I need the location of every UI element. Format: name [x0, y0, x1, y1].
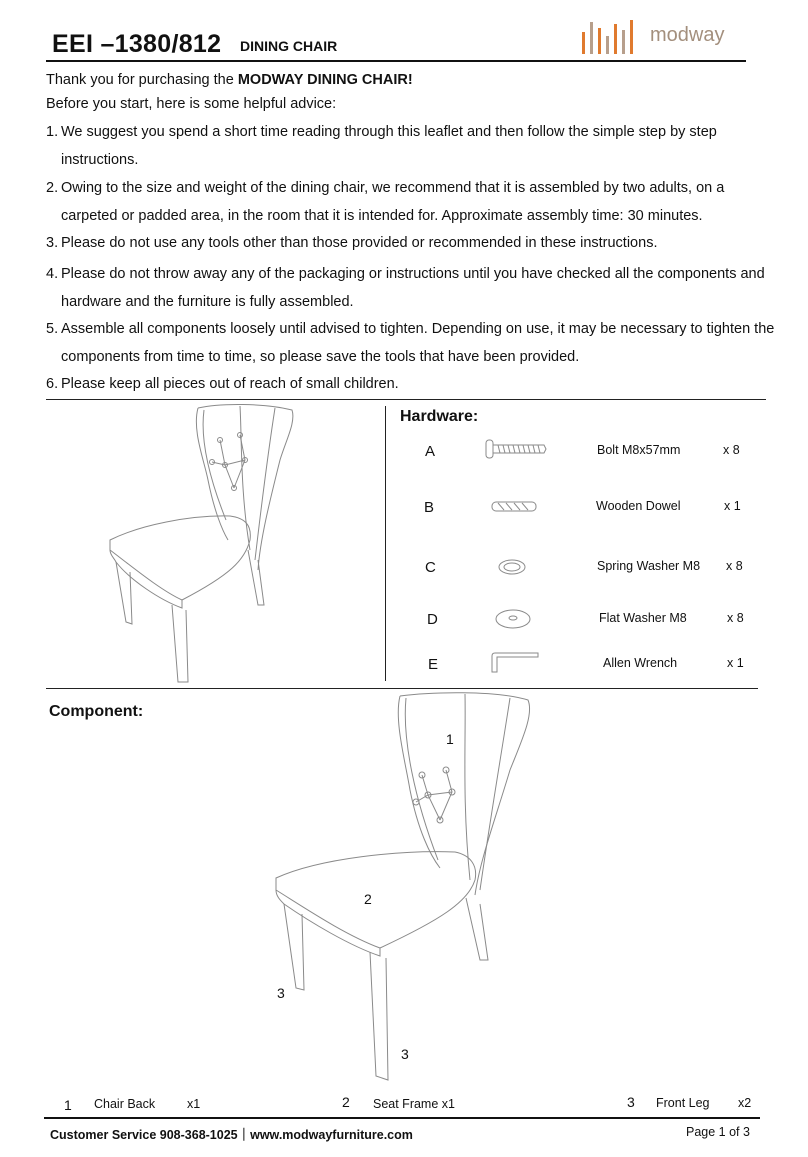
hardware-qty: x 8 [723, 443, 740, 457]
title-divider [46, 60, 746, 62]
legend-qty: x1 [187, 1097, 201, 1111]
spring-washer-icon [496, 557, 528, 577]
section-divider [46, 688, 758, 689]
item-number: 1. [46, 124, 59, 140]
brand-name: modway [650, 24, 725, 46]
legend-number: 2 [342, 1094, 350, 1110]
product-name: DINING CHAIR [240, 38, 338, 54]
callout-front-leg: 3 [277, 985, 285, 1001]
chair-component-diagram-icon [270, 690, 550, 1090]
logo-bar [582, 32, 585, 54]
bolt-icon [484, 437, 548, 461]
item-line: carpeted or padded area, in the room that it is intended for. Approximate assembly time: 30 minutes. [61, 208, 703, 224]
thanks-product: MODWAY DINING CHAIR! [237, 72, 413, 88]
thanks-line [46, 73, 413, 88]
item-line: Please do not throw away any of the packaging or instructions until you have checked all the components and [61, 266, 765, 282]
page-number: Page 1 of 3 [686, 1125, 750, 1139]
legend-name: Chair Back [94, 1097, 156, 1111]
item-line: Owing to the size and weight of the dining chair, we recommend that it is assembled by two adults, on a [61, 180, 725, 196]
item-number: 4. [46, 266, 59, 282]
footer-divider [44, 1117, 760, 1119]
hardware-name: Allen Wrench [603, 656, 678, 670]
logo-bar [590, 22, 593, 54]
customer-service: Customer Service 908-368-1025｜www.modwayfurniture.com [50, 1128, 413, 1142]
logo-bar [630, 20, 633, 54]
flat-washer-icon [494, 607, 532, 631]
hardware-qty: x 1 [724, 499, 741, 513]
hardware-letter: E [428, 656, 439, 673]
column-divider [385, 406, 386, 681]
legend-qty: x2 [738, 1096, 752, 1110]
logo-bar [606, 36, 609, 54]
hardware-name: Flat Washer M8 [599, 611, 687, 625]
item-line: hardware and the furniture is fully assembled. [61, 294, 354, 310]
logo-bar [598, 28, 601, 54]
legend-name: Seat Frame x1 [373, 1097, 455, 1111]
hardware-name: Spring Washer M8 [597, 559, 701, 573]
legend-number: 3 [627, 1094, 635, 1110]
callout-seat-frame: 2 [364, 891, 372, 907]
advice-lead: Before you start, here is some helpful advice: [46, 96, 337, 112]
legend-name: Front Leg [656, 1096, 710, 1110]
item-line: components from time to time, so please save the tools that have been provided. [61, 349, 580, 365]
model-code: EEI –1380/812 [52, 30, 222, 58]
hardware-qty: x 8 [726, 559, 743, 573]
dowel-icon [490, 499, 540, 515]
item-number: 2. [46, 180, 59, 196]
item-line: Please keep all pieces out of reach of small children. [61, 376, 399, 392]
hardware-name: Wooden Dowel [596, 499, 681, 513]
callout-front-leg: 3 [401, 1046, 409, 1062]
legend-number: 1 [64, 1097, 72, 1113]
item-number: 6. [46, 376, 59, 392]
component-title: Component: [49, 703, 144, 720]
hardware-qty: x 1 [727, 656, 744, 670]
item-line: Assemble all components loosely until advised to tighten. Depending on use, it may be necessary to tighten the [61, 321, 775, 337]
logo-bar [622, 30, 625, 54]
hardware-name: Bolt M8x57mm [597, 443, 681, 457]
item-number: 3. [46, 235, 59, 251]
item-number: 5. [46, 321, 59, 337]
chair-preview-icon [100, 400, 310, 685]
hardware-qty: x 8 [727, 611, 744, 625]
callout-chair-back: 1 [446, 731, 454, 747]
thanks-prefix: Thank you for purchasing the [46, 72, 238, 88]
hardware-letter: B [424, 499, 435, 516]
item-line: Please do not use any tools other than those provided or recommended in these instructions. [61, 235, 658, 251]
item-line: instructions. [61, 152, 139, 168]
hardware-letter: A [425, 443, 436, 460]
allen-wrench-icon [488, 650, 542, 676]
hardware-letter: C [425, 559, 436, 576]
logo-bar [614, 24, 617, 54]
hardware-letter: D [427, 611, 438, 628]
hardware-title: Hardware: [400, 408, 479, 425]
item-line: We suggest you spend a short time reading through this leaflet and then follow the simple step by step [61, 124, 717, 140]
